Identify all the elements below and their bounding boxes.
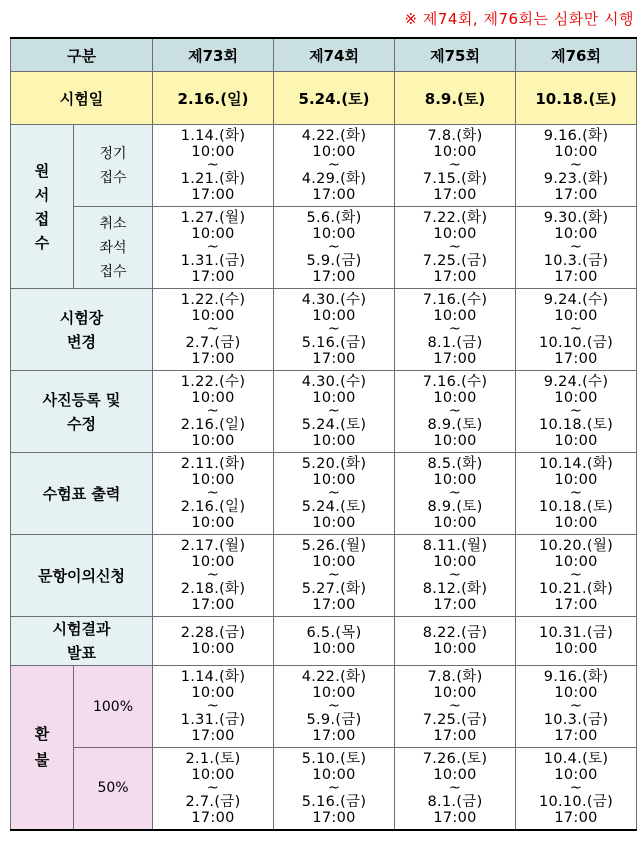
range-separator: ~ (327, 485, 341, 501)
period-cell (516, 371, 637, 453)
cell-line: 9.24.(수) (543, 292, 609, 308)
cell-line: 10:00 (312, 433, 356, 449)
cell-line: 10:00 (433, 433, 477, 449)
cell-line: 10:00 (433, 515, 477, 531)
cell-line: 1.22.(수) (180, 292, 246, 308)
period-cell (153, 371, 274, 453)
period-cell (274, 371, 395, 453)
venue-change-label: 시험장 변경 (11, 289, 153, 371)
cell-line: 7.25.(금) (422, 253, 488, 269)
cell-line: 17:00 (312, 351, 356, 367)
period-cell (153, 207, 274, 289)
period-cell (153, 748, 274, 830)
cell-line: 10:00 (191, 390, 235, 406)
cell-line: 10:00 (433, 144, 477, 160)
cell-line: 17:00 (191, 351, 235, 367)
range-separator: ~ (327, 567, 341, 583)
period-cell (274, 535, 395, 617)
result-row (11, 617, 637, 666)
cell-line: 5.16.(금) (301, 793, 367, 810)
cell-line: 10:00 (312, 308, 356, 324)
cell-line: 7.25.(금) (422, 712, 488, 728)
range-separator: ~ (327, 157, 341, 173)
result-label: 시험결과 발표 (11, 617, 153, 666)
period-cell (153, 125, 274, 207)
cell-line: 10:00 (433, 390, 477, 406)
cell-line: 2.18.(화) (180, 581, 246, 597)
period-cell (274, 453, 395, 535)
cell-line: 2.16.(일) (180, 417, 246, 433)
cell-line: 10:00 (433, 766, 477, 783)
cell-line: 10:00 (554, 308, 598, 324)
objection-label: 문항이의신청 (11, 535, 153, 617)
range-separator: ~ (327, 403, 341, 419)
refund-full-row (11, 666, 637, 748)
period-cell (153, 535, 274, 617)
cell-line: 17:00 (312, 597, 356, 613)
cell-line: 17:00 (554, 597, 598, 613)
cell-line: 17:00 (433, 597, 477, 613)
cell-line: 8.9.(토) (427, 417, 483, 433)
cancel-seat-label: 취소 좌석 접수 (74, 207, 153, 289)
cell-line: 10:00 (312, 226, 356, 242)
cell-line: 10:00 (433, 226, 477, 242)
cell-line: 10:00 (312, 390, 356, 406)
cell-line: 8.11.(월) (422, 538, 488, 554)
cell-line: 10:00 (433, 308, 477, 324)
header-category: 구분 (11, 38, 153, 72)
date-cell (395, 617, 516, 666)
cell-line: 17:00 (191, 728, 235, 744)
ticket-label: 수험표 출력 (11, 453, 153, 535)
cell-line: 10:00 (433, 641, 477, 657)
cell-line: 10:00 (554, 144, 598, 160)
cell-line: 10:00 (554, 226, 598, 242)
range-separator: ~ (206, 239, 220, 255)
cell-line: 2.28.(금) (180, 625, 246, 641)
cell-line: 10.10.(금) (538, 793, 614, 810)
cell-line: 17:00 (312, 809, 356, 826)
range-separator: ~ (448, 485, 462, 501)
cell-line: 5.26.(월) (301, 538, 367, 554)
cell-line: 17:00 (433, 728, 477, 744)
exam-date: 2.16.(일) (153, 72, 274, 125)
cell-line: 1.22.(수) (180, 374, 246, 390)
cell-line: 17:00 (433, 187, 477, 203)
cell-line: 10:00 (312, 554, 356, 570)
regular-application-label: 정기 접수 (74, 125, 153, 207)
range-separator: ~ (569, 485, 583, 501)
cell-line: 10:00 (312, 515, 356, 531)
cell-line: 7.16.(수) (422, 292, 488, 308)
range-separator: ~ (206, 403, 220, 419)
cell-line: 1.31.(금) (180, 253, 246, 269)
cell-line: 10:00 (554, 472, 598, 488)
cell-line: 10:00 (554, 766, 598, 783)
cell-line: 10:00 (312, 641, 356, 657)
cell-line: 2.11.(화) (180, 456, 246, 472)
period-cell (516, 666, 637, 748)
cell-line: 17:00 (312, 269, 356, 285)
cell-line: 17:00 (554, 187, 598, 203)
cell-line: 17:00 (191, 809, 235, 826)
range-separator: ~ (448, 239, 462, 255)
cell-line: 7.26.(토) (422, 750, 488, 767)
cell-line: 10:00 (191, 308, 235, 324)
cell-line: 9.30.(화) (543, 210, 609, 226)
ticket-row (11, 453, 637, 535)
cell-line: 17:00 (312, 728, 356, 744)
cell-line: 8.12.(화) (422, 581, 488, 597)
cell-line: 8.9.(토) (427, 499, 483, 515)
cell-line: 7.15.(화) (422, 171, 488, 187)
venue-change-row (11, 289, 637, 371)
cell-line: 17:00 (191, 269, 235, 285)
period-cell (395, 371, 516, 453)
cell-line: 9.24.(수) (543, 374, 609, 390)
cell-line: 9.16.(화) (543, 669, 609, 685)
cell-line: 8.1.(금) (427, 793, 483, 810)
period-cell (395, 748, 516, 830)
range-separator: ~ (206, 485, 220, 501)
cell-line: 10.18.(토) (538, 417, 614, 433)
refund-half-label: 50% (74, 748, 153, 830)
period-cell (395, 289, 516, 371)
range-separator: ~ (569, 403, 583, 419)
cell-line: 10:00 (433, 685, 477, 701)
cell-line: 1.27.(월) (180, 210, 246, 226)
period-cell (274, 748, 395, 830)
date-cell (516, 617, 637, 666)
cell-line: 4.30.(수) (301, 292, 367, 308)
header-round: 제76회 (516, 38, 637, 72)
range-separator: ~ (206, 157, 220, 173)
period-cell (516, 535, 637, 617)
range-separator: ~ (448, 321, 462, 337)
cancel-seat-row (11, 207, 637, 289)
cell-line: 2.7.(금) (185, 793, 241, 810)
cell-line: 1.31.(금) (180, 712, 246, 728)
date-cell (274, 617, 395, 666)
refund-half-row (11, 748, 637, 830)
cell-line: 10:00 (312, 144, 356, 160)
cell-line: 10.21.(화) (538, 581, 614, 597)
cell-line: 10.3.(금) (543, 712, 609, 728)
date-cell (153, 617, 274, 666)
cell-line: 10.18.(토) (538, 499, 614, 515)
cell-line: 5.16.(금) (301, 335, 367, 351)
cell-line: 5.9.(금) (306, 253, 362, 269)
period-cell (274, 289, 395, 371)
refund-label: 환 불 (11, 666, 74, 830)
cell-line: 10:00 (191, 515, 235, 531)
regular-application-row (11, 125, 637, 207)
period-cell (516, 453, 637, 535)
range-separator: ~ (448, 403, 462, 419)
header-round: 제74회 (274, 38, 395, 72)
cell-line: 10.10.(금) (538, 335, 614, 351)
cell-line: 5.10.(토) (301, 750, 367, 767)
cell-line: 10:00 (312, 766, 356, 783)
notice-text: ※ 제74회, 제76회는 심화만 시행 (404, 10, 634, 28)
cell-line: 10:00 (554, 515, 598, 531)
cell-line: 4.22.(화) (301, 128, 367, 144)
exam-date: 10.18.(토) (516, 72, 637, 125)
cell-line: 5.27.(화) (301, 581, 367, 597)
cell-line: 17:00 (554, 809, 598, 826)
cell-line: 10.4.(토) (543, 750, 609, 767)
objection-row (11, 535, 637, 617)
period-cell (395, 666, 516, 748)
cell-line: 10:00 (191, 472, 235, 488)
cell-line: 10:00 (433, 554, 477, 570)
range-separator: ~ (448, 157, 462, 173)
cell-line: 17:00 (191, 597, 235, 613)
cell-line: 10:00 (191, 433, 235, 449)
cell-line: 9.16.(화) (543, 128, 609, 144)
schedule-table (10, 37, 637, 831)
range-separator: ~ (569, 239, 583, 255)
period-cell (153, 453, 274, 535)
cell-line: 2.7.(금) (185, 335, 241, 351)
cell-line: 10:00 (191, 554, 235, 570)
cell-line: 10.31.(금) (538, 625, 614, 641)
cell-line: 10:00 (312, 472, 356, 488)
cell-line: 10:00 (191, 641, 235, 657)
cell-line: 9.23.(화) (543, 171, 609, 187)
cell-line: 1.14.(화) (180, 128, 246, 144)
range-separator: ~ (206, 779, 220, 796)
cell-line: 6.5.(목) (306, 625, 362, 641)
cell-line: 4.22.(화) (301, 669, 367, 685)
cell-line: 7.8.(화) (427, 669, 483, 685)
cell-line: 10:00 (191, 144, 235, 160)
cell-line: 2.16.(일) (180, 499, 246, 515)
cell-line: 7.22.(화) (422, 210, 488, 226)
cell-line: 10.14.(화) (538, 456, 614, 472)
cell-line: 8.22.(금) (422, 625, 488, 641)
cell-line: 17:00 (191, 187, 235, 203)
range-separator: ~ (569, 321, 583, 337)
cell-line: 10:00 (191, 226, 235, 242)
period-cell (395, 207, 516, 289)
range-separator: ~ (448, 698, 462, 714)
cell-line: 10:00 (191, 685, 235, 701)
cell-line: 17:00 (433, 809, 477, 826)
header-round: 제73회 (153, 38, 274, 72)
range-separator: ~ (448, 567, 462, 583)
exam-date: 5.24.(토) (274, 72, 395, 125)
cell-line: 10:00 (191, 766, 235, 783)
range-separator: ~ (206, 321, 220, 337)
header-round: 제75회 (395, 38, 516, 72)
cell-line: 7.16.(수) (422, 374, 488, 390)
period-cell (153, 666, 274, 748)
cell-line: 8.5.(화) (427, 456, 483, 472)
cell-line: 10:00 (433, 472, 477, 488)
range-separator: ~ (327, 698, 341, 714)
range-separator: ~ (569, 567, 583, 583)
exam-date: 8.9.(토) (395, 72, 516, 125)
range-separator: ~ (569, 157, 583, 173)
cell-line: 10.20.(월) (538, 538, 614, 554)
cell-line: 5.9.(금) (306, 712, 362, 728)
period-cell (395, 125, 516, 207)
cell-line: 4.29.(화) (301, 171, 367, 187)
cell-line: 10:00 (554, 390, 598, 406)
cell-line: 1.14.(화) (180, 669, 246, 685)
cell-line: 10:00 (554, 685, 598, 701)
cell-line: 17:00 (312, 187, 356, 203)
range-separator: ~ (569, 779, 583, 796)
cell-line: 5.20.(화) (301, 456, 367, 472)
range-separator: ~ (448, 779, 462, 796)
cell-line: 7.8.(화) (427, 128, 483, 144)
refund-full-label: 100% (74, 666, 153, 748)
period-cell (153, 289, 274, 371)
period-cell (395, 535, 516, 617)
range-separator: ~ (327, 779, 341, 796)
range-separator: ~ (327, 321, 341, 337)
cell-line: 10:00 (554, 554, 598, 570)
cell-line: 1.21.(화) (180, 171, 246, 187)
cell-line: 10:00 (554, 641, 598, 657)
range-separator: ~ (206, 698, 220, 714)
exam-date-row (11, 72, 637, 125)
cell-line: 4.30.(수) (301, 374, 367, 390)
cell-line: 8.1.(금) (427, 335, 483, 351)
cell-line: 17:00 (433, 351, 477, 367)
cell-line: 17:00 (554, 351, 598, 367)
photo-label: 사진등록 및 수정 (11, 371, 153, 453)
header-row (11, 38, 637, 72)
cell-line: 2.1.(토) (185, 750, 241, 767)
period-cell (274, 125, 395, 207)
period-cell (274, 666, 395, 748)
range-separator: ~ (569, 698, 583, 714)
period-cell (516, 748, 637, 830)
cell-line: 5.6.(화) (306, 210, 362, 226)
cell-line: 10.3.(금) (543, 253, 609, 269)
range-separator: ~ (327, 239, 341, 255)
cell-line: 5.24.(토) (301, 417, 367, 433)
range-separator: ~ (206, 567, 220, 583)
cell-line: 10:00 (554, 433, 598, 449)
cell-line: 10:00 (312, 685, 356, 701)
cell-line: 17:00 (554, 728, 598, 744)
period-cell (395, 453, 516, 535)
period-cell (274, 207, 395, 289)
exam-date-label: 시험일 (11, 72, 153, 125)
photo-row (11, 371, 637, 453)
cell-line: 5.24.(토) (301, 499, 367, 515)
period-cell (516, 289, 637, 371)
cell-line: 2.17.(월) (180, 538, 246, 554)
application-label: 원 서 접 수 (11, 125, 74, 289)
cell-line: 17:00 (554, 269, 598, 285)
cell-line: 17:00 (433, 269, 477, 285)
period-cell (516, 125, 637, 207)
period-cell (516, 207, 637, 289)
